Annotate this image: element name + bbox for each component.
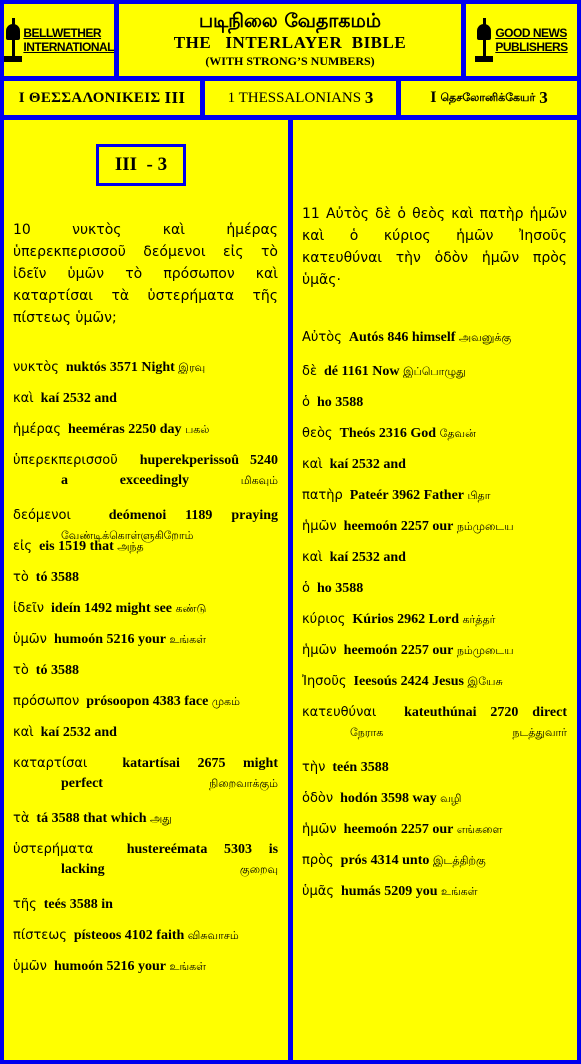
greek-word: δεόμενοι [13, 508, 71, 523]
transliteration: humás [341, 884, 381, 899]
left-word-entry [13, 809, 278, 829]
english-gloss: that [89, 539, 114, 554]
strongs-number: 5240 [250, 453, 279, 468]
book-english-number: 3 [364, 88, 374, 107]
right-verse-line-1: καὶ ὁ κύριος ἡμῶν Ἰησοῦς [302, 228, 567, 244]
transliteration: Ieesoús [353, 674, 398, 689]
book-greek-name: Ι ΘΕΣΣΑΛΟΝΙΚΕΙΣ [18, 89, 161, 106]
transliteration: heemoón [343, 643, 398, 658]
greek-word: δὲ [302, 364, 317, 379]
strongs-number: 3962 [392, 488, 421, 503]
title-main: THE INTERLAYER BIBLE [173, 33, 407, 52]
transliteration: dé [323, 364, 338, 379]
left-verse-line-0: νυκτὸς καὶ ἡμέρας [72, 222, 278, 238]
english-gloss: our [432, 822, 454, 837]
tamil-gloss: உங்கள் [169, 633, 207, 646]
right-verse-line-0: Αὐτὸς δὲ ὁ θεὸς καὶ πατὴρ ἡμῶν [326, 206, 567, 222]
transliteration: ho [316, 581, 332, 596]
transliteration: ideín [51, 601, 81, 616]
transliteration: heemoón [343, 519, 398, 534]
english-gloss: praying [231, 508, 279, 523]
strongs-number: 3598 [380, 791, 409, 806]
tamil-gloss: உங்கள் [169, 960, 207, 973]
english-gloss: that which [83, 811, 147, 826]
strongs-number: 2675 [197, 756, 226, 771]
transliteration: kaí [40, 391, 60, 406]
greek-word: ἰδεῖν [13, 601, 45, 616]
right-verse-line [302, 203, 567, 225]
right-word-entry [302, 362, 567, 382]
tamil-gloss: நம்முடைய [456, 644, 514, 657]
right-word-entry [302, 424, 567, 444]
book-tamil-name: தெசலோனிக்கேயர் [440, 90, 536, 104]
tamil-gloss: அந்த [117, 540, 144, 553]
tamil-gloss: கர்த்தர் [462, 613, 496, 626]
transliteration: deómenoi [108, 508, 167, 523]
strongs-number: 2720 [490, 705, 519, 720]
english-gloss: your [137, 959, 166, 974]
greek-word: κατευθύναι [302, 705, 377, 720]
right-word-entry [302, 820, 567, 840]
strongs-number: 3588 [69, 897, 98, 912]
good-news-figure-icon [475, 18, 493, 62]
wrap-line [13, 774, 278, 794]
greek-word: καὶ [302, 457, 323, 472]
left-verse-text [13, 219, 278, 329]
greek-word: καὶ [302, 550, 323, 565]
greek-word: ἡμῶν [302, 643, 337, 658]
strongs-number: 5303 [224, 842, 252, 857]
right-verse-text [302, 203, 567, 291]
greek-word: Ἰησοῦς [302, 674, 347, 689]
english-gloss: might see [115, 601, 173, 616]
greek-word: ὁ [302, 581, 310, 596]
tamil-gloss: பிதா [467, 489, 491, 502]
strongs-number: 5216 [106, 632, 135, 647]
transliteration: tá [36, 811, 49, 826]
book-greek [4, 81, 200, 115]
transliteration: katartísai [122, 756, 180, 771]
strongs-number: 4102 [124, 928, 153, 943]
strongs-number: 2250 [128, 422, 157, 437]
left-verse-line [13, 219, 278, 241]
transliteration: heemoón [343, 822, 398, 837]
good-news-logo [466, 4, 577, 76]
tamil-gloss: கண்டு [175, 602, 207, 615]
bellwether-logo-line2: INTERNATIONAL [23, 40, 114, 54]
greek-word: τὰ [13, 811, 30, 826]
strongs-number: 4314 [370, 853, 399, 868]
greek-word: ὑμῶν [13, 632, 47, 647]
greek-word: ἡμέρας [13, 422, 61, 437]
greek-word: πίστεως [13, 928, 67, 943]
right-word-entry [302, 548, 567, 568]
left-word-entry [13, 723, 278, 743]
greek-word: τῆς [13, 897, 37, 912]
transliteration: kateuthúnai [404, 705, 477, 720]
strongs-number: 3588 [335, 395, 364, 410]
tamil-gloss: நம்முடைய [456, 520, 514, 533]
english-gloss: you [415, 884, 438, 899]
english-gloss-part2: a exceedingly [61, 473, 189, 488]
greek-word: τὸ [13, 570, 29, 585]
transliteration: teén [332, 760, 358, 775]
wrap-line [302, 723, 567, 743]
left-verse-line-3: καταρτίσαι τὰ ὑστερήματα τῆς [13, 288, 278, 304]
strongs-number: 2532 [62, 725, 91, 740]
left-word-entry [13, 661, 278, 681]
left-verse-line-2: ἰδεῖν ὑμῶν τὸ πρόσωπον καὶ [13, 266, 278, 282]
english-gloss: Lord [428, 612, 459, 627]
tamil-gloss: இடத்திற்கு [432, 854, 486, 867]
transliteration: hodón [340, 791, 378, 806]
good-news-logo-line1: GOOD NEWS [495, 26, 567, 40]
strongs-number: 5216 [106, 959, 135, 974]
transliteration: heeméras [68, 422, 125, 437]
right-word-entry [302, 703, 567, 743]
book-greek-number: III [164, 88, 186, 107]
tamil-gloss: இப்பொழுது [402, 365, 466, 378]
title-tamil: படிநிலை வேதாகமம் [198, 10, 382, 32]
left-word-entry [13, 840, 278, 880]
right-word-entry [302, 672, 567, 692]
right-word-entry [302, 882, 567, 902]
book-tamil-prefix: I [430, 89, 437, 106]
right-verse-line-3: ὑμᾶς· [302, 272, 341, 288]
transliteration: tó [35, 570, 48, 585]
transliteration: kaí [40, 725, 60, 740]
left-word-entry [13, 568, 278, 588]
tamil-gloss: நிறைவாக்கும் [209, 777, 278, 790]
english-gloss: direct [532, 705, 568, 720]
strongs-number: 5209 [384, 884, 413, 899]
english-gloss-part2: lacking [61, 862, 105, 877]
english-gloss: our [432, 519, 454, 534]
strongs-number: 2316 [378, 426, 407, 441]
wrap-line [13, 860, 278, 880]
left-word-entry [13, 754, 278, 794]
strongs-number: 3588 [50, 663, 79, 678]
transliteration: teés [43, 897, 67, 912]
greek-word: πατὴρ [302, 488, 343, 503]
right-word-entry [302, 486, 567, 506]
english-gloss: unto [402, 853, 430, 868]
left-word-entry [13, 957, 278, 977]
transliteration: kaí [329, 457, 349, 472]
right-word-entry [302, 393, 567, 413]
strongs-number: 2962 [397, 612, 426, 627]
strongs-number: 1161 [341, 364, 369, 379]
right-word-entry [302, 641, 567, 661]
english-gloss: himself [411, 330, 456, 345]
transliteration: písteoos [73, 928, 122, 943]
bellwether-logo [4, 4, 114, 76]
tamil-gloss: முகம் [211, 695, 240, 708]
english-gloss: and [383, 457, 406, 472]
right-verse-line-2: κατευθύναι τὴν ὁδὸν ἡμῶν πρὸς [302, 250, 567, 266]
english-gloss-part1: might [243, 756, 278, 771]
english-gloss: face [184, 694, 209, 709]
english-gloss: Jesus [432, 674, 464, 689]
greek-word: καταρτίσαι [13, 756, 88, 771]
transliteration: humoón [53, 632, 103, 647]
greek-word: κύριος [302, 612, 346, 627]
strongs-number: 2532 [351, 457, 380, 472]
greek-word: ὁ [302, 395, 310, 410]
strongs-number: 1189 [185, 508, 213, 523]
left-word-entry [13, 389, 278, 409]
tamil-gloss: அது [149, 812, 172, 825]
transliteration: Pateér [349, 488, 389, 503]
book-english [205, 81, 396, 115]
wrap-line [13, 471, 278, 491]
english-gloss: faith [156, 928, 185, 943]
tamil-gloss: விசுவாசம் [187, 929, 239, 942]
english-gloss: and [383, 550, 406, 565]
strongs-number: 3571 [109, 360, 138, 375]
greek-word: καὶ [13, 391, 34, 406]
strongs-number: 3588 [360, 760, 389, 775]
left-word-entry [13, 451, 278, 491]
strongs-number: 1492 [84, 601, 113, 616]
transliteration: nuktós [65, 360, 107, 375]
left-verse-line-4: πίστεως ὑμῶν; [13, 310, 117, 326]
right-word-entry [302, 328, 567, 348]
strongs-number: 3588 [51, 811, 80, 826]
transliteration: humoón [53, 959, 103, 974]
chapter-label: III - 3 [96, 144, 186, 186]
title-sub: (WITH STRONG’S NUMBERS) [205, 54, 375, 68]
strongs-number: 3588 [335, 581, 364, 596]
left-word-entry [13, 926, 278, 946]
english-gloss: Father [423, 488, 465, 503]
english-gloss: our [432, 643, 454, 658]
greek-word: ἡμῶν [302, 519, 337, 534]
strongs-number: 4383 [152, 694, 181, 709]
english-gloss: in [101, 897, 113, 912]
greek-word: εἰς [13, 539, 33, 554]
bellwether-logo-line1: BELLWETHER [23, 26, 102, 40]
transliteration: huperekperissoû [139, 453, 240, 468]
english-gloss-part2: perfect [61, 776, 103, 791]
strongs-number: 2424 [400, 674, 429, 689]
tamil-gloss: அவனுக்கு [458, 331, 512, 344]
strongs-number: 1519 [58, 539, 87, 554]
strongs-number: 2532 [62, 391, 91, 406]
strongs-number: 2257 [400, 822, 429, 837]
greek-word: τὴν [302, 760, 326, 775]
greek-word: Αὐτὸς [302, 330, 342, 345]
transliteration: hustereémata [126, 842, 208, 857]
left-word-entry [13, 420, 278, 440]
left-word-entry [13, 599, 278, 619]
strongs-number: 846 [387, 330, 409, 345]
english-gloss-part1: is [268, 842, 279, 857]
english-gloss: day [159, 422, 182, 437]
left-verse-number: 10 [13, 222, 31, 238]
left-word-entry [13, 895, 278, 915]
transliteration: Autós [348, 330, 384, 345]
english-gloss: and [94, 725, 117, 740]
tamil-gloss: நேராக நடத்துவார் [350, 726, 567, 739]
strongs-number: 2257 [400, 519, 429, 534]
english-gloss: Now [372, 364, 400, 379]
transliteration: eis [39, 539, 55, 554]
tamil-gloss: பகல் [185, 423, 210, 436]
greek-word: ὑστερήματα [13, 842, 94, 857]
right-word-entry [302, 610, 567, 630]
right-word-entry [302, 517, 567, 537]
tamil-gloss: இயேசு [467, 675, 503, 688]
right-verse-number: 11 [302, 206, 320, 222]
tamil-gloss: குறைவு [239, 863, 278, 876]
good-news-logo-line2: PUBLISHERS [495, 40, 568, 54]
right-word-entry [302, 758, 567, 778]
greek-word: ἡμῶν [302, 822, 337, 837]
left-word-entry [13, 537, 278, 557]
english-gloss: and [94, 391, 117, 406]
title-block [119, 4, 461, 76]
strongs-number: 3588 [50, 570, 79, 585]
transliteration: Kúrios [352, 612, 394, 627]
tamil-gloss: வேண்டிக்கொள்ளுகிறோம் [61, 529, 194, 542]
transliteration: tó [35, 663, 48, 678]
english-gloss: God [410, 426, 437, 441]
greek-word: ὁδὸν [302, 791, 334, 806]
left-verse-line-1: ὑπερεκπερισσοῦ δεόμενοι εἰς τὸ [13, 244, 278, 260]
tamil-gloss: வழி [440, 792, 462, 805]
tamil-gloss: எங்களை [456, 823, 503, 836]
right-word-entry [302, 851, 567, 871]
english-gloss: way [412, 791, 437, 806]
greek-word: πρόσωπον [13, 694, 80, 709]
right-word-entry [302, 579, 567, 599]
greek-word: ὑμῶν [13, 959, 47, 974]
greek-word: νυκτὸς [13, 360, 59, 375]
book-english-name: 1 THESSALONIANS [227, 89, 362, 106]
transliteration: ho [316, 395, 332, 410]
transliteration: kaí [329, 550, 349, 565]
left-word-entry [13, 630, 278, 650]
strongs-number: 2257 [400, 643, 429, 658]
left-word-entry [13, 358, 278, 378]
book-tamil-number: 3 [539, 88, 548, 107]
tamil-gloss: இரவு [178, 361, 206, 374]
transliteration: prósoopon [86, 694, 150, 709]
transliteration: prós [340, 853, 368, 868]
greek-word: καὶ [13, 725, 34, 740]
tamil-gloss: உங்கள் [440, 885, 478, 898]
right-word-entry [302, 455, 567, 475]
english-gloss: Night [141, 360, 175, 375]
greek-word: ὑμᾶς [302, 884, 334, 899]
book-tamil [401, 81, 577, 115]
right-word-entry [302, 789, 567, 809]
greek-word: ὑπερεκπερισσοῦ [13, 453, 118, 468]
strongs-number: 2532 [351, 550, 380, 565]
greek-word: θεὸς [302, 426, 333, 441]
greek-word: τὸ [13, 663, 29, 678]
english-gloss: your [137, 632, 166, 647]
tamil-gloss: மிகவும் [240, 474, 278, 487]
left-word-entry [13, 692, 278, 712]
bellwether-figure-icon [4, 18, 21, 62]
transliteration: Theós [339, 426, 376, 441]
greek-word: πρὸς [302, 853, 334, 868]
tamil-gloss: தேவன் [439, 427, 476, 440]
